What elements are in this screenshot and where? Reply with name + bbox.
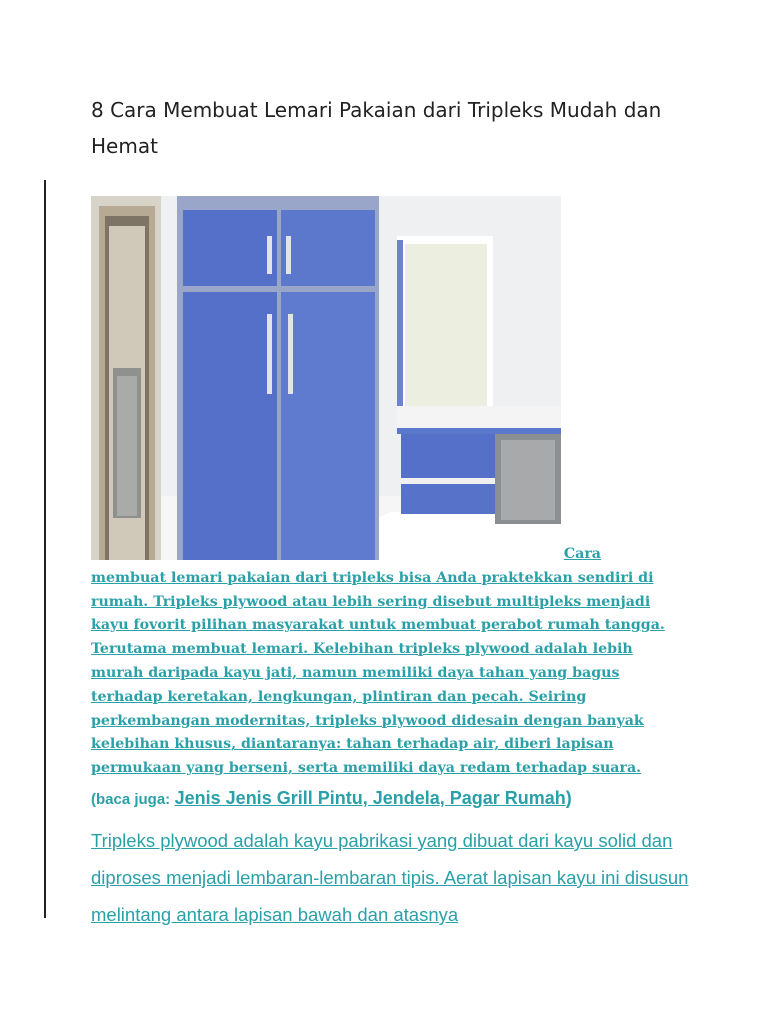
wardrobe-photo (91, 196, 561, 560)
wardrobe-illustration (91, 196, 561, 560)
intro-first-word[interactable]: Cara (563, 546, 601, 562)
baca-juga-suffix: ) (565, 788, 572, 808)
page-title: 8 Cara Membuat Lemari Pakaian dari Tripleks Mudah dan Hemat (91, 98, 662, 158)
baca-juga-prefix: (baca juga: (91, 791, 171, 808)
baca-juga (91, 788, 711, 809)
margin-line (44, 180, 46, 918)
baca-juga-link[interactable]: Jenis Jenis Grill Pintu, Jendela, Pagar Rumah (174, 788, 566, 808)
body-paragraph[interactable]: Tripleks plywood adalah kayu pabrikasi yang dibuat dari kayu solid dan diproses menjadi lembaran-lembaran tipis. Aerat lapisan kayu ini disusun melintang antara lapisan bawah dan atasnya (91, 830, 689, 925)
intro-paragraph[interactable] (91, 543, 681, 781)
intro-text[interactable]: membuat lemari pakaian dari tripleks bisa Anda praktekkan sendiri di rumah. Tripleks plywood atau lebih sering disebut multipleks menjadi kayu fovorit pilihan masyarakat untuk membuat perabot rumah tangga. Terutama membuat lemari. Kelebihan tripleks plywood adalah lebih murah daripada kayu jati, namun memiliki daya tahan yang bagus terhadap keretakan, lengkungan, plintiran dan pecah. Seiring perkembangan modernitas, tripleks plywood didesain dengan banyak kelebihan khusus, diantaranya: tahan terhadap air, diberi lapisan permukaan yang berseni, serta memiliki daya redam terhadap suara. (91, 569, 665, 777)
